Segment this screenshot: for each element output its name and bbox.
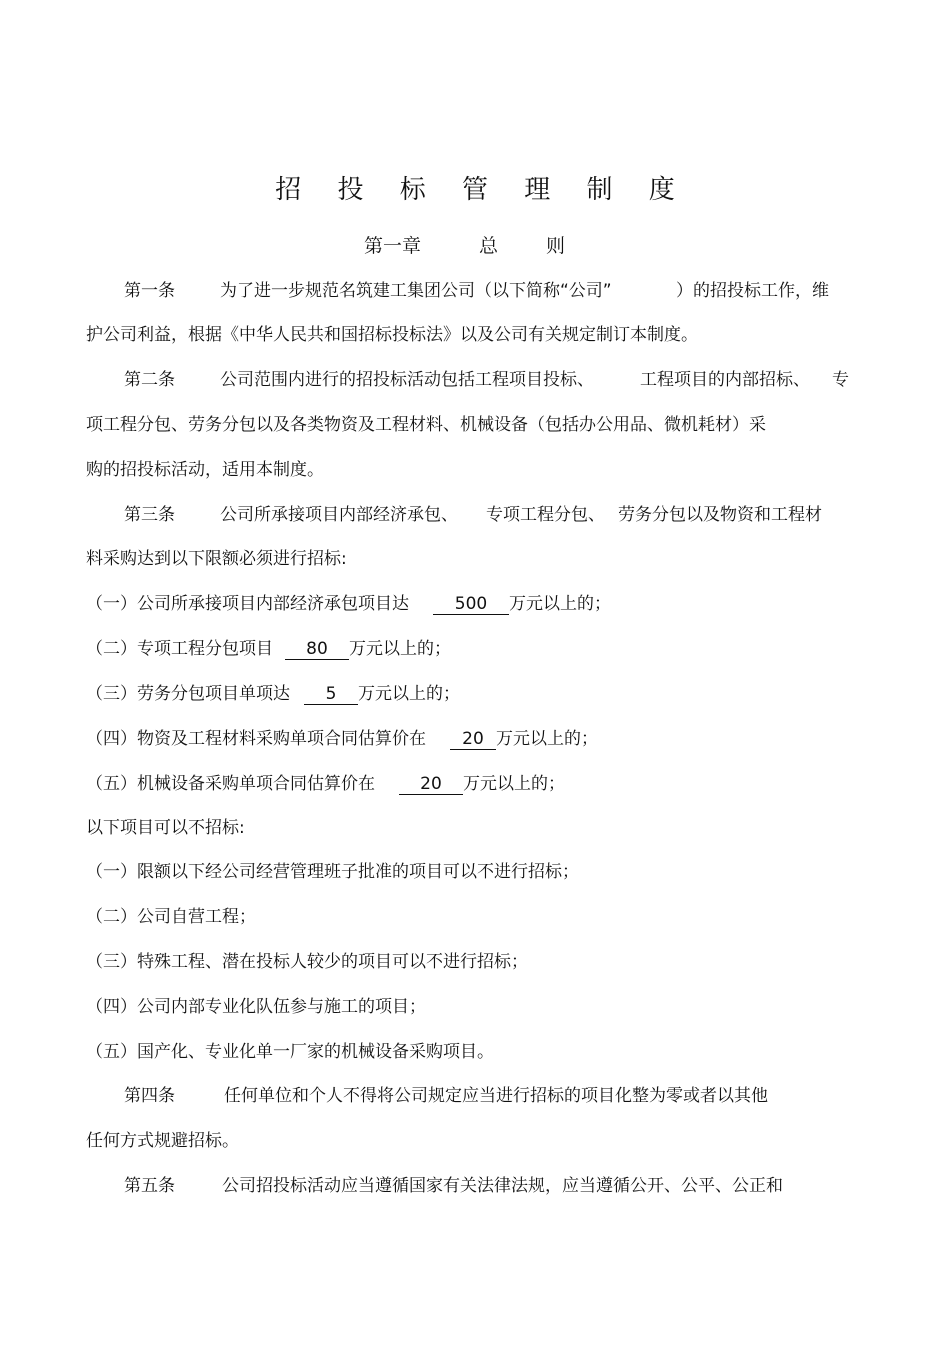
required-item	[86, 772, 565, 796]
article-2-text: 工程项目的内部招标、	[640, 370, 810, 390]
required-item	[86, 637, 451, 661]
article-1-label: 第一条	[124, 281, 175, 301]
required-item-suffix: 万元以上的；	[463, 774, 565, 794]
required-item-value: 20	[450, 729, 496, 750]
exempt-item: （五）国产化、专业化单一厂家的机械设备采购项目。	[86, 1042, 494, 1062]
article-2-text: 公司范围内进行的招投标活动包括工程项目投标、	[220, 370, 594, 390]
article-5-label: 第五条	[124, 1176, 175, 1196]
required-item-suffix: 万元以上的；	[509, 594, 611, 614]
chapter-number: 第一章	[364, 235, 422, 257]
article-3-text: 公司所承接项目内部经济承包、	[220, 505, 458, 525]
article-4-label: 第四条	[124, 1086, 175, 1106]
article-3-text: 劳务分包以及物资和工程材	[618, 505, 822, 525]
article-3-label: 第三条	[124, 505, 175, 525]
article-1-text: 护公司利益，根据《中华人民共和国招标投标法》以及公司有关规定制订本制度。	[86, 325, 698, 345]
exempt-item: （二）公司自营工程；	[86, 907, 256, 927]
required-item-suffix: 万元以上的；	[349, 639, 451, 659]
required-item-prefix: （三）劳务分包项目单项达	[86, 684, 290, 704]
chapter-name-char-2: 则	[546, 235, 566, 257]
exempt-item: （四）公司内部专业化队伍参与施工的项目；	[86, 997, 426, 1017]
article-4-text: 任何方式规避招标。	[86, 1131, 239, 1151]
required-item	[86, 727, 598, 751]
required-item-value: 20	[399, 774, 463, 795]
required-item-value: 500	[433, 594, 509, 615]
article-2-label: 第二条	[124, 370, 175, 390]
required-item	[86, 682, 460, 706]
required-item-prefix: （二）专项工程分包项目	[86, 639, 273, 659]
article-2-text: 购的招投标活动，适用本制度。	[86, 460, 324, 480]
required-item-prefix: （四）物资及工程材料采购单项合同估算价在	[86, 729, 426, 749]
article-4-text: 任何单位和个人不得将公司规定应当进行招标的项目化整为零或者以其他	[224, 1086, 768, 1106]
exempt-item: （一）限额以下经公司经营管理班子批准的项目可以不进行招标；	[86, 862, 579, 882]
required-item-prefix: （一）公司所承接项目内部经济承包项目达	[86, 594, 409, 614]
exempt-item: （三）特殊工程、潜在投标人较少的项目可以不进行招标；	[86, 952, 528, 972]
required-item-suffix: 万元以上的；	[496, 729, 598, 749]
chapter-name-char-1: 总	[479, 235, 499, 257]
article-2-text: 项工程分包、劳务分包以及各类物资及工程材料、机械设备（包括办公用品、微机耗材）采	[86, 415, 766, 435]
article-1-text: ）的招投标工作，维	[676, 281, 829, 301]
article-1-text: 为了进一步规范名筑建工集团公司（以下简称“公司”	[220, 281, 612, 301]
article-3-text: 料采购达到以下限额必须进行招标:	[86, 549, 347, 569]
article-3-text: 专项工程分包、	[486, 505, 605, 525]
exempt-intro: 以下项目可以不招标:	[86, 818, 245, 838]
required-item-prefix: （五）机械设备采购单项合同估算价在	[86, 774, 375, 794]
required-item	[86, 592, 611, 616]
article-5-text: 公司招投标活动应当遵循国家有关法律法规，应当遵循公开、公平、公正和	[222, 1176, 783, 1196]
required-item-suffix: 万元以上的；	[358, 684, 460, 704]
required-item-value: 5	[304, 684, 358, 705]
required-item-value: 80	[285, 639, 349, 660]
article-2-text: 专	[832, 370, 849, 390]
document-title: 招 投 标 管 理 制 度	[275, 175, 689, 205]
